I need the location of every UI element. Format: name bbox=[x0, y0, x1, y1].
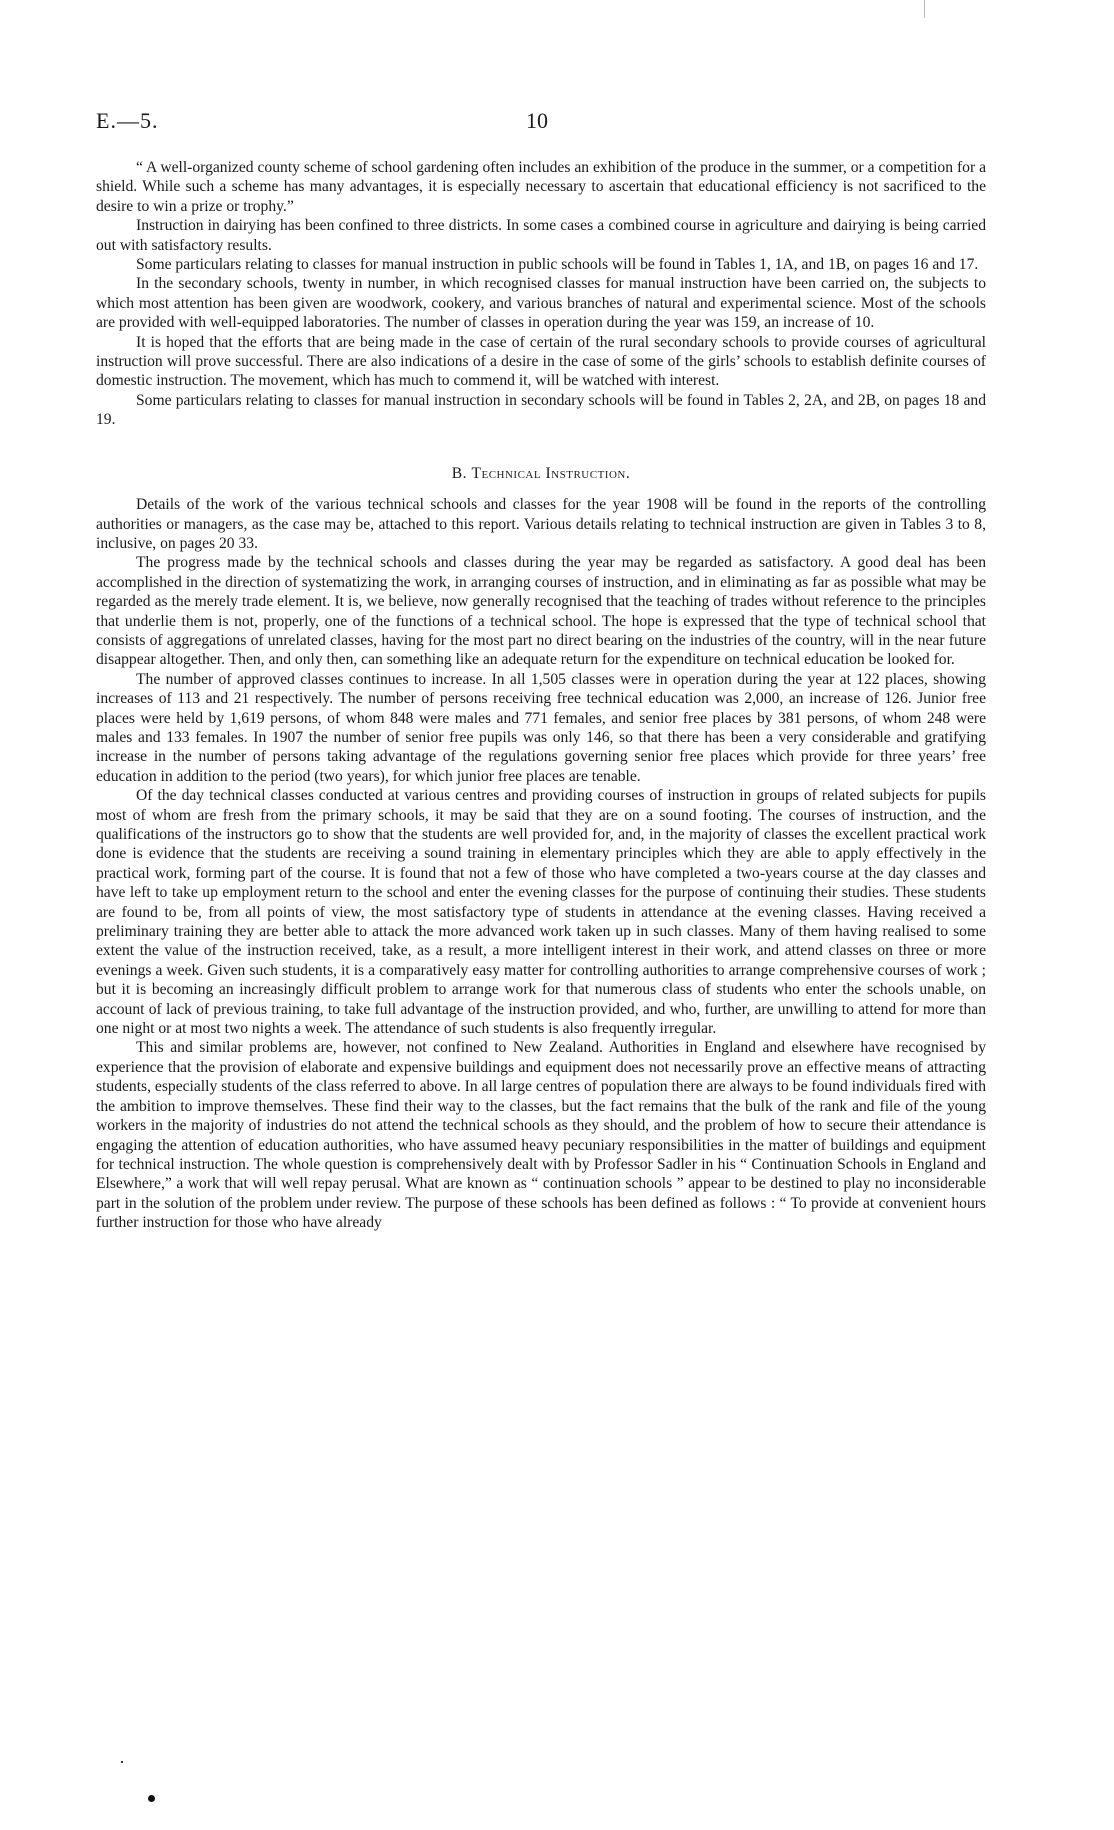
paragraph: In the secondary schools, twenty in number, in which recognised classes for manual instruction have been carried on, the subjects to which most attention has been given are woodwork, cookery, and various branches of natural and experimental science. Most of the schools are provided with well-equipped laboratories. The number of classes in operation during the year was 159, an increase of 10. bbox=[96, 275, 986, 332]
paragraph: Details of the work of the various technical schools and classes for the year 1908 will be found in the reports of the controlling authorities or managers, as the case may be, attached to this report. Various details relating to technical instruction are given in Tables 3 to 8, inclusive, on pages 20 33. bbox=[96, 496, 986, 552]
scan-dot bbox=[148, 1795, 155, 1802]
section-heading bbox=[96, 464, 986, 483]
body-text bbox=[96, 158, 986, 1233]
series-label: E.—5. bbox=[96, 108, 159, 133]
scan-speck bbox=[121, 1761, 123, 1763]
paragraph: Some particulars relating to classes for manual instruction in secondary schools will be found in Tables 2, 2A, and 2B, on pages 18 and 19. bbox=[96, 391, 986, 429]
paragraph: Some particulars relating to classes for manual instruction in public schools will be found in Tables 1, 1A, and 1B, on pages 16 and 17. bbox=[136, 256, 979, 274]
paragraph: This and similar problems are, however, not confined to New Zealand. Authorities in England and elsewhere have recognised by experience that the provision of elaborate and expensive buildings and equipment does not necessarily prove an effective means of attracting students, especially students of the class referred to above. In all large centres of population there are always to be found individuals fired with the ambition to improve themselves. These find their way to the classes, but the fact remains that the bulk of the rank and file of the young workers in the majority of industries do not attend the technical schools as they should, and the problem of how to secure their attendance is engaging the attention of education authorities, who have assumed heavy pecuniary responsibilities in the matter of buildings and equipment for technical instruction. The whole question is comprehensively dealt with by Professor Sadler in his “ Continuation Schools in England and Elsewhere,” a work that will well repay perusal. What are known as “ continuation schools ” appear to be destined to play no inconsiderable part in the solution of the problem under review. The purpose of these schools has been defined as follows : “ To provide at convenient hours further instruction for those who have already bbox=[96, 1039, 986, 1232]
scan-edge-mark bbox=[924, 0, 925, 18]
paragraph: Instruction in dairying has been confined to three districts. In some cases a combined course in agriculture and dairying is being carried out with satisfactory results. bbox=[96, 217, 986, 254]
paragraph: The number of approved classes continues to increase. In all 1,505 classes were in operation during the year at 122 places, showing increases of 113 and 21 respectively. The number of persons receiving free technical education was 2,000, an increase of 126. Junior free places were held by 1,619 persons, of whom 848 were males and 771 females, and senior free places by 381 persons, of whom 248 were males and 133 females. In 1907 the number of senior free pupils was only 146, so that there has been a very considerable and gratifying increase in the number of persons taking advantage of the regulations governing senior free places which provide for three years’ free education in addition to the period (two years), for which junior free places are tenable. bbox=[96, 670, 986, 785]
paragraph: “ A well-organized county scheme of school gardening often includes an exhibition of the produce in the summer, or a competition for a shield. While such a scheme has many advantages, it is especially necessary to ascertain that educational efficiency is not sacrificed to the desire to win a prize or trophy.” bbox=[96, 159, 986, 215]
paragraph: Of the day technical classes conducted at various centres and providing courses of instruction in groups of related subjects for pupils most of whom are fresh from the primary schools, it may be said that they are on a sound footing. The courses of instruction, and the qualifications of the instructors go to show that the students are well provided for, and, in the majority of classes the excellent practical work done is evidence that the students are receiving a sound training in elementary principles which they are able to apply effectively in the practical work, forming part of the course. It is found that not a few of those who have completed a two-years course at the day classes and have left to take up employment return to the school and enter the evening classes for the purpose of continuing their studies. These students are found to be, from all points of view, the most satisfactory type of students in attendance at the evening classes. Having received a preliminary training they are better able to attack the more advanced work taken up in such classes. Many of them having realised to some extent the value of the instruction received, take, as a result, a more intelligent interest in their work, and attend classes on three or more evenings a week. Given such students, it is a comparatively easy matter for controlling authorities to arrange comprehensive courses of work ; but it is becoming an increasingly difficult problem to arrange work for that numerous class of students who enter the schools unable, on account of lack of previous training, to take full advantage of the instruction provided, and who, further, are unwilling to attend for more than one night or at most two nights a week. The attendance of such students is also frequently irregular. bbox=[96, 787, 986, 1038]
page-header bbox=[96, 108, 986, 138]
paragraph: The progress made by the technical schools and classes during the year may be regarded as satisfactory. A good deal has been accomplished in the direction of systematizing the work, in arranging courses of instruction, and in eliminating as far as possible what may be regarded as the merely trade element. It is, we believe, now generally recognised that the teaching of trades without reference to the principles that underlie them is not, properly, one of the functions of a technical school. The hope is expressed that the type of technical school that consists of aggregations of unrelated classes, having for the most part no direct bearing on the industries of the country, will in the near future disappear altogether. Then, and only then, can something like an adequate return for the expenditure on technical education be looked for. bbox=[96, 554, 986, 669]
section-letter: B. bbox=[451, 464, 468, 482]
section-title: Technical Instruction. bbox=[471, 464, 631, 482]
paragraph: It is hoped that the efforts that are being made in the case of certain of the rural secondary schools to provide courses of agricultural instruction will prove successful. There are also indications of a desire in the case of some of the girls’ schools to establish definite courses of domestic instruction. The movement, which has much to commend it, will be watched with interest. bbox=[96, 333, 986, 390]
page-number: 10 bbox=[526, 108, 548, 133]
